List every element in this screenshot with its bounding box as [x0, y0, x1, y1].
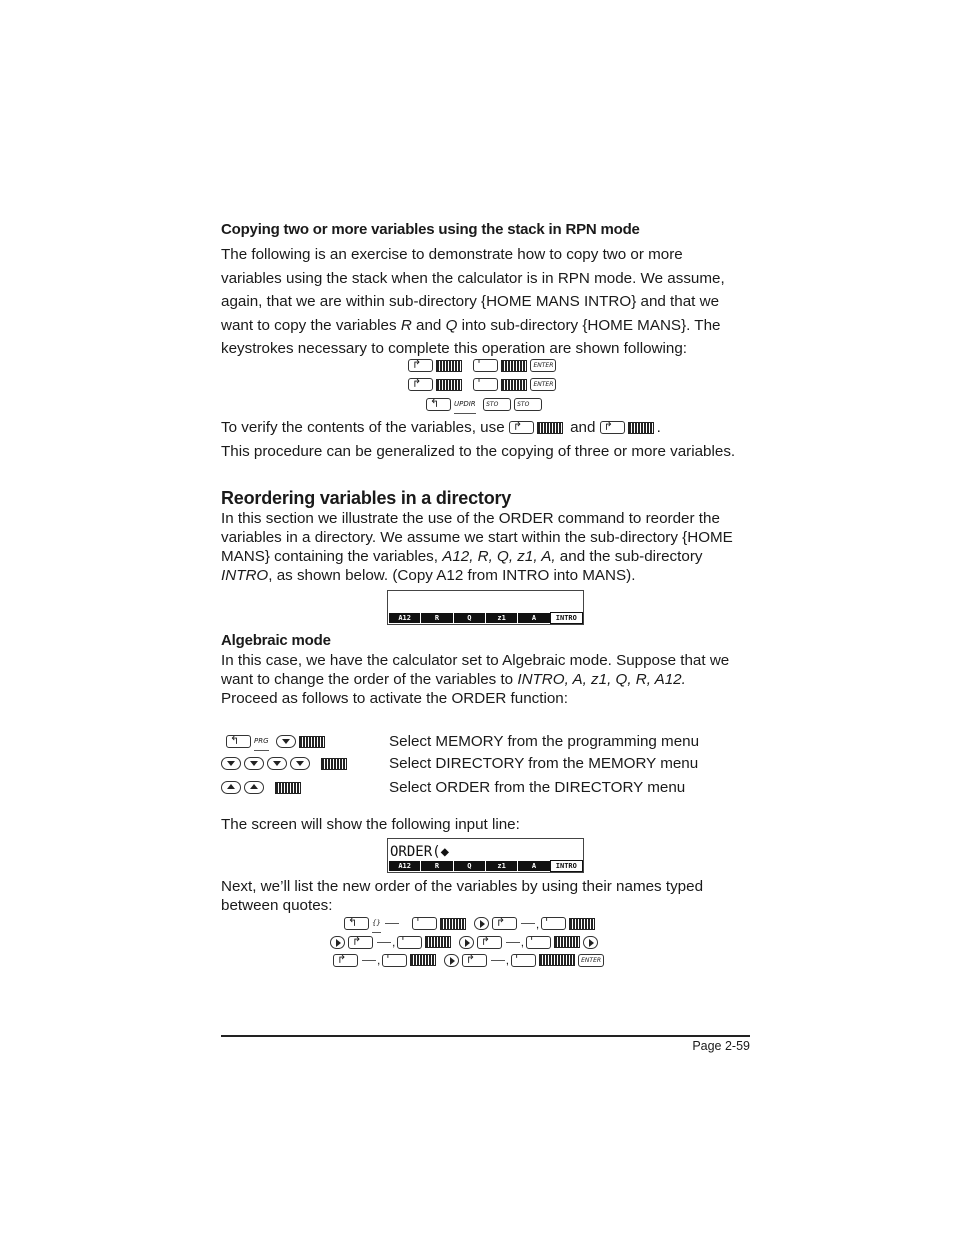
paragraph-text: The following is an exercise to demonstrate how to copy two or more variables using the stack when the calculator is in RPN mode. We assume, again, that we are within sub-directory {HOME MANS INTRO} and that we want to copy the variables	[221, 246, 725, 334]
sto-key: STO	[483, 398, 511, 411]
right-shift-key: ↱	[492, 917, 517, 930]
softkey-r-icon	[436, 360, 462, 372]
paragraph-text: In this section we illustrate the use of the ORDER command to reorder the variables in a directory. We assume we start within the sub-directory {HOME MANS} containing the variables,	[221, 510, 733, 565]
verify-line	[221, 418, 661, 437]
updir-label: UPDIR	[454, 395, 476, 414]
underline-mark	[362, 960, 376, 961]
right-arrow-icon	[459, 936, 474, 949]
right-shift-key: ↱	[348, 936, 373, 949]
quote-key: '	[412, 917, 437, 930]
keystroke-line-2	[408, 376, 559, 394]
enter-key: ENTER	[530, 378, 556, 391]
softkey-q-icon	[554, 936, 580, 948]
sto-key: STO	[514, 398, 542, 411]
softkey-menu-bar	[389, 861, 582, 871]
right-shift-key: ↱	[408, 378, 433, 391]
menu-label: INTRO	[551, 861, 582, 871]
right-arrow-icon	[444, 954, 459, 967]
menu-label: A	[518, 613, 550, 623]
softkey-ok-icon	[299, 736, 325, 748]
paragraph-text: and the sub-directory	[555, 548, 703, 565]
algebraic-paragraph	[221, 651, 746, 708]
underline-mark	[521, 923, 535, 924]
keystroke-line-1	[408, 357, 559, 375]
intro-paragraph	[221, 243, 746, 361]
menu-label: A	[518, 861, 550, 871]
menu-label: INTRO	[551, 613, 582, 623]
var-q: Q	[445, 316, 458, 334]
keystroke-quotes-1: ↰ {} ' ↱ , '	[344, 914, 598, 933]
prg-label: PRG	[254, 732, 269, 751]
paragraph-text: In this case, we have the calculator set to Algebraic mode. Suppose that we want to change the order of the variables to	[221, 652, 730, 688]
down-arrow-icon	[244, 757, 264, 770]
softkey-r-icon	[410, 954, 436, 966]
step-text-3: Select ORDER from the DIRECTORY menu	[389, 779, 686, 796]
menu-label: R	[421, 613, 453, 623]
up-arrow-icon	[221, 781, 241, 794]
underline-mark	[377, 942, 391, 943]
paragraph-text: , as shown below. (Copy A12 from INTRO into MANS).	[268, 567, 636, 584]
step-text-2: Select DIRECTORY from the MEMORY menu	[389, 755, 699, 772]
braces-label: {}	[372, 914, 381, 933]
right-shift-key: ↱	[333, 954, 358, 967]
enter-key: ENTER	[530, 359, 556, 372]
right-arrow-icon	[474, 917, 489, 930]
right-shift-key: ↱	[477, 936, 502, 949]
step-keys-2	[221, 755, 350, 773]
right-arrow-icon	[330, 936, 345, 949]
new-order: INTRO, A, z1, Q, R, A12.	[517, 671, 686, 688]
quote-key: '	[473, 378, 498, 391]
softkey-q-icon	[628, 422, 654, 434]
menu-label: A12	[389, 613, 421, 623]
screen-intro-text: The screen will show the following input line:	[221, 816, 520, 833]
generalize-line: This procedure can be generalized to the copying of three or more variables.	[221, 443, 736, 460]
menu-label: A12	[389, 861, 421, 871]
next-paragraph: Next, we’ll list the new order of the variables by using their names typed between quotes:	[221, 878, 704, 914]
left-shift-key: ↰	[226, 735, 251, 748]
quote-key: '	[526, 936, 551, 949]
calculator-screen-1	[387, 590, 584, 625]
section-heading-copy-rpn: Copying two or more variables using the stack in RPN mode	[221, 221, 640, 238]
right-shift-key: ↱	[462, 954, 487, 967]
verify-text: .	[656, 419, 661, 436]
keystroke-quotes-3: ↱ , ' ↱ , ' ENTER	[333, 951, 607, 969]
menu-label: Q	[454, 613, 486, 623]
paragraph-text: and	[411, 316, 446, 334]
softkey-a-icon	[569, 918, 595, 930]
softkey-z1-icon	[425, 936, 451, 948]
enter-key: ENTER	[578, 954, 604, 967]
verify-text: and	[565, 419, 600, 436]
menu-label: z1	[486, 613, 518, 623]
softkey-r-icon	[537, 422, 563, 434]
section-heading-reorder: Reordering variables in a directory	[221, 488, 512, 508]
keystroke-quotes-2: ↱ , ' ↱ , '	[330, 933, 601, 951]
softkey-menu-bar	[389, 613, 582, 623]
var-r: R	[400, 316, 412, 334]
left-shift-key: ↰	[426, 398, 451, 411]
right-shift-key: ↱	[600, 421, 625, 434]
verify-text: To verify the contents of the variables, use	[221, 419, 509, 436]
var-list: A12, R, Q, z1, A,	[442, 548, 556, 565]
right-shift-key: ↱	[408, 359, 433, 372]
input-line: ORDER(◆	[390, 844, 450, 860]
menu-label: R	[421, 861, 453, 871]
footer-rule	[221, 1035, 750, 1037]
step-text-1: Select MEMORY from the programming menu	[389, 733, 700, 750]
softkey-a12-icon	[539, 954, 575, 966]
menu-label: Q	[454, 861, 486, 871]
quote-key: '	[473, 359, 498, 372]
left-shift-key: ↰	[344, 917, 369, 930]
softkey-intro-icon	[440, 918, 466, 930]
page-number: Page 2-59	[692, 1039, 750, 1053]
softkey-q-icon	[436, 379, 462, 391]
menu-label: z1	[486, 861, 518, 871]
underline-mark	[385, 923, 399, 924]
softkey-ok-icon	[275, 782, 301, 794]
softkey-q-icon	[501, 379, 527, 391]
paragraph-text: Proceed as follows to activate the ORDER function:	[221, 690, 568, 707]
quote-key: '	[541, 917, 566, 930]
reorder-paragraph	[221, 509, 746, 585]
underline-mark	[491, 960, 505, 961]
down-arrow-icon	[276, 735, 296, 748]
underline-mark	[506, 942, 520, 943]
step-keys-1	[226, 732, 328, 751]
keystroke-line-3	[426, 395, 545, 414]
paragraph-text: into sub-directory {HOME MANS}. The keystrokes necessary to complete this operation are shown following:	[221, 316, 721, 357]
quote-key: '	[511, 954, 536, 967]
right-arrow-icon	[583, 936, 598, 949]
quote-key: '	[397, 936, 422, 949]
var-intro: INTRO	[221, 567, 269, 584]
algebraic-heading: Algebraic mode	[221, 632, 331, 649]
down-arrow-icon	[290, 757, 310, 770]
up-arrow-icon	[244, 781, 264, 794]
right-shift-key: ↱	[509, 421, 534, 434]
softkey-r-icon	[501, 360, 527, 372]
down-arrow-icon	[267, 757, 287, 770]
softkey-ok-icon	[321, 758, 347, 770]
step-keys-3	[221, 779, 304, 797]
down-arrow-icon	[221, 757, 241, 770]
calculator-screen-2	[387, 838, 584, 873]
quote-key: '	[382, 954, 407, 967]
